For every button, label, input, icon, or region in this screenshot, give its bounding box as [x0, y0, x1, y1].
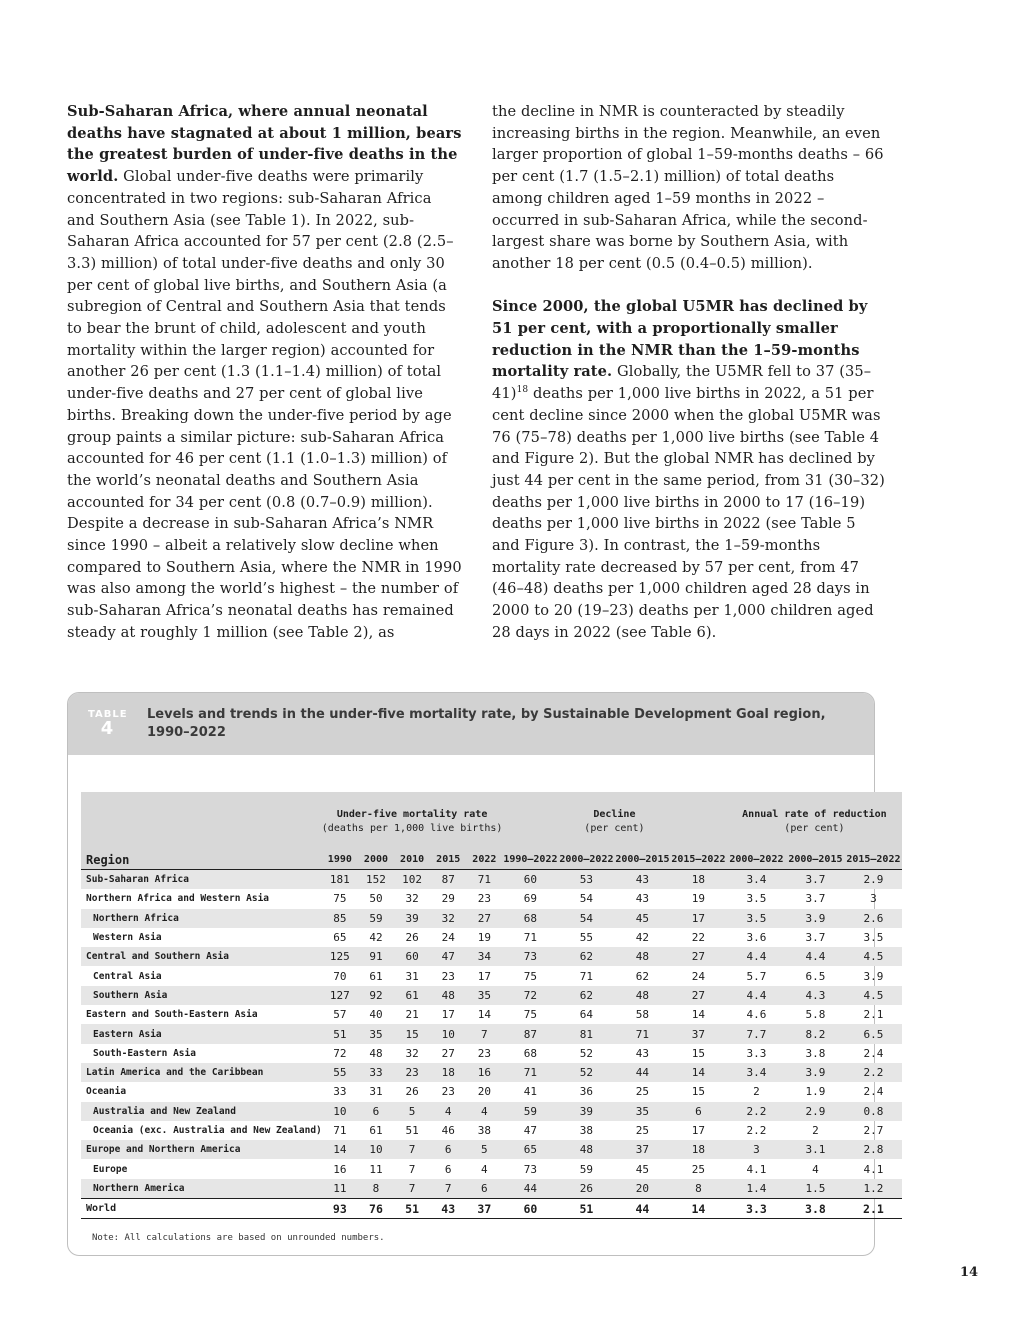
table-cell: 2.1 [844, 1199, 902, 1219]
column-header: 2010 [394, 850, 430, 870]
region-name: South-Eastern Asia [93, 1047, 196, 1059]
table-cell: 71 [614, 1024, 670, 1043]
table-cell: 2.4 [863, 1085, 884, 1099]
table-cell: 14 [477, 1008, 491, 1022]
table-cell: 4 [481, 1162, 488, 1176]
table-cell: 10 [322, 1102, 358, 1121]
table-cell: 37 [614, 1140, 670, 1159]
table-cell: 26 [405, 1085, 419, 1099]
paragraph-body: deaths per 1,000 live births in 2022, a 51 per cent decline since 2000 when the global U5MR was 76 (75–78) deaths per 1,000 live births (see Table 4 and Figure 2). But the global NMR has declined by just 44 per cent in the same period, from 31 (30–32) deaths per 1,000 live births in 2000 to 17 (16–19) deaths per 1,000 live births in 2022 (see Table 5 and Figure 3). In contrast, the 1–59-months mortality rate decreased by 57 per cent, from 47 (46–48) deaths per 1,000 children aged 28 days in 2000 to 20 (19–23) deaths per 1,000 children aged 28 days in 2022 (see Table 6). [492, 385, 885, 641]
table-cell: 2.9 [786, 1102, 844, 1121]
table-cell: 17 [691, 1124, 706, 1137]
table-cell: 87 [430, 870, 466, 890]
table-cell: 62 [558, 986, 614, 1005]
column-header: 2000 [358, 850, 394, 870]
table-cell: 23 [477, 892, 491, 906]
table-row [81, 870, 902, 890]
table-row [81, 947, 902, 966]
table-cell: 15 [394, 1024, 430, 1043]
table-cell: 73 [502, 947, 558, 966]
table-cell: 31 [405, 969, 419, 983]
table-cell: 92 [358, 986, 394, 1005]
table-row [81, 1082, 902, 1101]
table-cell: 51 [405, 1124, 419, 1137]
table-cell: 50 [369, 892, 383, 906]
table-cell: 2.2 [726, 1102, 786, 1121]
table-cell: 19 [691, 892, 706, 906]
table-cell: 2 [812, 1124, 819, 1137]
table-cell: 23 [394, 1063, 430, 1082]
table-cell: 75 [523, 1008, 538, 1022]
table-cell: 68 [502, 909, 558, 928]
table-cell: 3.7 [805, 892, 826, 906]
table-cell: 3.4 [726, 1063, 786, 1082]
table-cell: 72 [333, 1046, 347, 1060]
table-cell: 3.7 [805, 931, 826, 945]
table-cell: 3.1 [786, 1140, 844, 1159]
table-cell: 54 [579, 892, 594, 906]
region-name: World [81, 1199, 322, 1219]
table-cell: 2 [753, 1085, 760, 1099]
table-cell: 3 [870, 892, 877, 906]
table-cell: 43 [430, 1199, 466, 1219]
region-name: Central Asia [93, 970, 162, 982]
table-cell: 23 [477, 1046, 491, 1060]
column-header: 2022 [466, 850, 502, 870]
table-cell: 3.7 [786, 870, 844, 890]
table-cell: 32 [430, 909, 466, 928]
table-cell: 7 [430, 1179, 466, 1199]
table-cell: 3.3 [726, 1199, 786, 1219]
table-cell: 18 [430, 1063, 466, 1082]
table-cell: 48 [558, 1140, 614, 1159]
table-cell: 58 [635, 1008, 650, 1022]
table-cell: 35 [614, 1102, 670, 1121]
table-cell: 1.9 [805, 1085, 826, 1099]
table-cell: 5 [394, 1102, 430, 1121]
table-cell: 39 [558, 1102, 614, 1121]
table-cell: 29 [441, 892, 455, 906]
table-cell: 60 [502, 1199, 558, 1219]
table-cell: 3.5 [726, 909, 786, 928]
table-cell: 5 [466, 1140, 502, 1159]
table-cell: 11 [369, 1162, 383, 1176]
table-cell: 3.5 [863, 931, 884, 945]
table-cell: 7 [394, 1179, 430, 1199]
table-cell: 24 [441, 931, 455, 945]
table-cell: 51 [558, 1199, 614, 1219]
region-name: Sub-Saharan Africa [81, 870, 322, 890]
table-cell: 76 [358, 1199, 394, 1219]
region-name: Latin America and the Caribbean [81, 1063, 322, 1082]
table-cell: 0.8 [844, 1102, 902, 1121]
table-label-word: TABLE [88, 709, 128, 720]
table-cell: 34 [466, 947, 502, 966]
table-cell: 14 [691, 1008, 706, 1022]
region-name: Europe [93, 1163, 128, 1175]
table-cell: 37 [670, 1024, 726, 1043]
table-cell: 70 [333, 969, 347, 983]
left-text-column [67, 101, 462, 644]
table-cell: 62 [635, 969, 650, 983]
table-cell: 44 [614, 1199, 670, 1219]
table-cell: 55 [579, 931, 594, 945]
table-cell: 26 [405, 931, 419, 945]
table-cell: 1.2 [844, 1179, 902, 1199]
column-header: 1990 [322, 850, 358, 870]
table-row [81, 1005, 902, 1024]
table-row [81, 1179, 902, 1199]
table-cell: 21 [405, 1008, 419, 1022]
table-cell: 46 [441, 1124, 455, 1137]
column-header: 2000–2022 [726, 850, 786, 870]
paragraph-lead: Since 2000, the global U5MR has declined by 51 per cent, with a proportionally smaller reduction in the NMR than the 1–59-months mortality rate. [492, 298, 868, 381]
table-cell: 3.6 [746, 931, 767, 945]
table-cell: 152 [358, 870, 394, 890]
table-cell: 75 [333, 892, 347, 906]
table-cell: 1.4 [726, 1179, 786, 1199]
table-cell: 23 [441, 1085, 455, 1099]
region-name: Northern Africa [81, 909, 322, 928]
table-cell: 36 [579, 1085, 594, 1099]
table-cell: 51 [394, 1199, 430, 1219]
table-row [81, 889, 902, 908]
table-cell: 45 [635, 1162, 650, 1176]
table-cell: 4.4 [726, 947, 786, 966]
table-cell: 4.1 [746, 1162, 767, 1176]
table-cell: 27 [441, 1046, 455, 1060]
table-cell: 2.2 [844, 1063, 902, 1082]
table-cell: 51 [322, 1024, 358, 1043]
table-cell: 61 [369, 1124, 383, 1137]
table-cell: 27 [670, 986, 726, 1005]
table-cell: 43 [614, 870, 670, 890]
table-row [81, 1121, 902, 1140]
table-row [81, 1140, 902, 1159]
table-note: Note: All calculations are based on unrounded numbers. [92, 1233, 385, 1243]
table-cell: 2.9 [844, 870, 902, 890]
region-name: Australia and New Zealand [81, 1102, 322, 1121]
table-row [81, 1063, 902, 1082]
table-cell: 91 [358, 947, 394, 966]
table-cell: 71 [466, 870, 502, 890]
table-cell: 43 [635, 1046, 650, 1060]
table-cell: 61 [369, 969, 383, 983]
table-cell: 59 [358, 909, 394, 928]
table-cell: 7.7 [726, 1024, 786, 1043]
table-cell: 25 [635, 1085, 650, 1099]
table-cell: 43 [635, 892, 650, 906]
region-name: Oceania [86, 1086, 127, 1098]
table-cell: 71 [579, 969, 594, 983]
table-cell: 4.1 [863, 1162, 884, 1176]
region-name: Europe and Northern America [81, 1140, 322, 1159]
table-cell: 125 [322, 947, 358, 966]
table-cell: 17 [670, 909, 726, 928]
table-cell: 41 [523, 1085, 538, 1099]
table-cell: 4 [430, 1102, 466, 1121]
table-cell: 2.6 [844, 909, 902, 928]
table-cell: 60 [502, 870, 558, 890]
table-cell: 35 [466, 986, 502, 1005]
table-cell: 4 [466, 1102, 502, 1121]
table-cell: 22 [691, 931, 706, 945]
table-cell: 27 [466, 909, 502, 928]
table-cell: 71 [523, 931, 538, 945]
table-cell: 47 [430, 947, 466, 966]
table-cell: 4.4 [786, 947, 844, 966]
table-cell: 65 [502, 1140, 558, 1159]
footnote-reference[interactable]: 18 [516, 385, 529, 396]
table-cell: 73 [523, 1162, 538, 1176]
group-header-decline: Decline (per cent) [502, 792, 726, 850]
table-cell: 6.5 [844, 1024, 902, 1043]
table-cell: 38 [477, 1124, 491, 1137]
column-header: 2015 [430, 850, 466, 870]
table-row [81, 966, 902, 985]
table-cell: 11 [322, 1179, 358, 1199]
table-cell: 102 [394, 870, 430, 890]
table-title: Levels and trends in the under-five mortality rate, by Sustainable Development Goal region, 1990–2022 [147, 707, 826, 740]
table-cell: 4.4 [726, 986, 786, 1005]
table-cell: 31 [369, 1085, 383, 1099]
table-cell: 61 [394, 986, 430, 1005]
table-label-number: 4 [100, 718, 114, 739]
table-group-header-row [81, 792, 902, 850]
table-cell: 54 [558, 909, 614, 928]
table-cell: 6 [466, 1179, 502, 1199]
table-cell: 14 [322, 1140, 358, 1159]
table-cell: 3.8 [786, 1199, 844, 1219]
table-cell: 39 [394, 909, 430, 928]
column-header: 1990–2022 [502, 850, 558, 870]
table-cell: 35 [358, 1024, 394, 1043]
table-cell: 15 [691, 1046, 706, 1060]
column-header: 2015–2022 [844, 850, 902, 870]
table-cell: 25 [635, 1124, 650, 1137]
table-cell: 6 [670, 1102, 726, 1121]
table-label [88, 709, 126, 738]
table-cell: 14 [670, 1063, 726, 1082]
table-cell: 2.7 [863, 1124, 884, 1137]
column-header-region: Region [81, 850, 322, 870]
table-cell: 44 [614, 1063, 670, 1082]
table-cell: 20 [477, 1085, 491, 1099]
table-row [81, 928, 902, 947]
table-row [81, 986, 902, 1005]
table-cell: 2.1 [863, 1008, 884, 1022]
table-cell: 3.5 [746, 892, 767, 906]
table-cell: 57 [333, 1008, 347, 1022]
table-cell: 52 [579, 1046, 594, 1060]
table-cell: 45 [614, 909, 670, 928]
table-cell: 44 [502, 1179, 558, 1199]
table-cell: 32 [405, 892, 419, 906]
table-cell: 38 [579, 1124, 594, 1137]
group-header-arr: Annual rate of reduction (per cent) [726, 792, 902, 850]
region-name: Southern Asia [81, 986, 322, 1005]
table-cell: 18 [670, 870, 726, 890]
table-row [81, 1044, 902, 1063]
table-cell: 27 [670, 947, 726, 966]
table-cell: 1.5 [786, 1179, 844, 1199]
column-header: 2000–2022 [558, 850, 614, 870]
table-cell: 3.9 [786, 909, 844, 928]
table-cell: 33 [358, 1063, 394, 1082]
table-header-band [68, 693, 874, 755]
table-cell: 48 [430, 986, 466, 1005]
region-name: Oceania (exc. Australia and New Zealand) [93, 1125, 322, 1136]
right-text-column [492, 101, 887, 644]
table-cell: 47 [523, 1124, 538, 1137]
region-name: Northern Africa and Western Asia [86, 893, 270, 905]
table-cell: 5.7 [746, 969, 767, 983]
table-cell: 17 [441, 1008, 455, 1022]
table-cell: 25 [691, 1162, 706, 1176]
table-cell: 4 [812, 1162, 819, 1176]
table-cell: 6.5 [805, 969, 826, 983]
header-blank [81, 792, 322, 850]
table-cell: 59 [502, 1102, 558, 1121]
table-cell: 20 [614, 1179, 670, 1199]
table-cell: 55 [322, 1063, 358, 1082]
table-cell: 17 [477, 969, 491, 983]
table-cell: 8.2 [786, 1024, 844, 1043]
table-cell: 69 [523, 892, 538, 906]
table-cell: 3 [726, 1140, 786, 1159]
region-name: Northern America [81, 1179, 322, 1199]
table-cell: 3.3 [746, 1046, 767, 1060]
paragraph-lead: Sub-Saharan Africa, where annual neonatal deaths have stagnated at about 1 million, bears the greatest burden of under-five deaths in the world. [67, 103, 462, 186]
table-cell: 10 [358, 1140, 394, 1159]
table-cell: 33 [333, 1085, 347, 1099]
table-cell: 85 [322, 909, 358, 928]
table-cell: 71 [502, 1063, 558, 1082]
column-header: 2000–2015 [786, 850, 844, 870]
table-cell: 81 [558, 1024, 614, 1043]
table-cell: 18 [670, 1140, 726, 1159]
table-cell: 127 [322, 986, 358, 1005]
table-cell: 7 [466, 1024, 502, 1043]
table-row [81, 1102, 902, 1121]
paragraph [492, 296, 887, 643]
data-table [81, 792, 902, 1219]
table-cell: 4.5 [844, 947, 902, 966]
table-cell: 87 [502, 1024, 558, 1043]
table-row-world [81, 1199, 902, 1219]
table-cell: 8 [358, 1179, 394, 1199]
table-cell: 6 [430, 1140, 466, 1159]
column-header: 2015–2022 [670, 850, 726, 870]
region-name: Western Asia [93, 932, 162, 944]
table-cell: 59 [579, 1162, 594, 1176]
table-cell: 2.8 [844, 1140, 902, 1159]
table-cell: 2.2 [746, 1124, 767, 1137]
table-cell: 42 [635, 931, 650, 945]
paragraph-body: Globally, the U5MR fell to 37 (35–41) [492, 363, 872, 403]
table-cell: 16 [333, 1162, 347, 1176]
table-cell: 3.9 [863, 969, 884, 983]
page-number: 14 [960, 1265, 979, 1280]
table-cell: 16 [466, 1063, 502, 1082]
region-name: Eastern and South-Eastern Asia [86, 1009, 258, 1021]
table-cell: 53 [558, 870, 614, 890]
table-cell: 64 [579, 1008, 594, 1022]
table-cell: 23 [441, 969, 455, 983]
table-cell: 4.3 [786, 986, 844, 1005]
table-cell: 26 [558, 1179, 614, 1199]
table-cell: 4.5 [844, 986, 902, 1005]
region-name: Eastern Asia [81, 1024, 322, 1043]
table-cell: 6 [444, 1162, 452, 1176]
paragraph [67, 101, 462, 644]
table-cell: 3.8 [805, 1046, 826, 1060]
table-cell: 37 [466, 1199, 502, 1219]
table-cell: 4.6 [746, 1008, 767, 1022]
group-header-u5mr: Under-five mortality rate (deaths per 1,000 live births) [322, 792, 503, 850]
table-cell: 5.8 [805, 1008, 826, 1022]
table-cell: 48 [614, 947, 670, 966]
table-cell: 42 [369, 931, 383, 945]
table-cell: 60 [394, 947, 430, 966]
paragraph-body: Global under-five deaths were primarily concentrated in two regions: sub-Saharan Africa and Southern Asia (see Table 1). In 2022, sub-Saharan Africa accounted for 57 per cent (2.8 (2.5–3.3) million) of total under-five deaths and only 30 per cent of global live births, and Southern Asia (a subregion of Central and Southern Asia that tends to bear the brunt of child, adolescent and youth mortality within the larger region) accounted for another 26 per cent (1.3 (1.1–1.4) million) of total under-five deaths and 27 per cent of global live births. Breaking down the under-five period by age group paints a similar picture: sub-Saharan Africa accounted for 46 per cent (1.1 (1.0–1.3) million) of the world’s neonatal deaths and Southern Asia accounted for 34 per cent (0.8 (0.7–0.9) million). Despite a decrease in sub-Saharan Africa’s NMR since 1990 – albeit a relatively slow decline when compared to Southern Asia, where the NMR in 1990 was also among the world’s highest – the number of sub-Saharan Africa’s neonatal deaths has remained steady at roughly 1 million (see Table 2), as [67, 168, 462, 641]
table-cell: 65 [333, 931, 347, 945]
table-row [81, 1159, 902, 1178]
table-cell: 48 [369, 1046, 383, 1060]
table-cell: 2.4 [863, 1046, 884, 1060]
table-cell: 68 [523, 1046, 538, 1060]
table-cell: 15 [691, 1085, 706, 1099]
column-header: 2000–2015 [614, 850, 670, 870]
table-cell: 8 [670, 1179, 726, 1199]
table-cell: 48 [614, 986, 670, 1005]
table-cell: 7 [394, 1140, 430, 1159]
table-cell: 10 [430, 1024, 466, 1043]
table-cell: 24 [691, 969, 706, 983]
table-cell: 71 [333, 1124, 347, 1137]
region-name: Central and Southern Asia [81, 947, 322, 966]
table-cell: 32 [405, 1046, 419, 1060]
table-cell: 14 [670, 1199, 726, 1219]
table-cell: 93 [322, 1199, 358, 1219]
table-cell: 7 [408, 1162, 416, 1176]
table-cell: 40 [369, 1008, 383, 1022]
table-cell: 72 [502, 986, 558, 1005]
table-cell: 6 [358, 1102, 394, 1121]
table-column-header-row [81, 850, 902, 870]
table-cell: 62 [558, 947, 614, 966]
table-cell: 19 [477, 931, 491, 945]
table-cell: 52 [558, 1063, 614, 1082]
table-cell: 181 [322, 870, 358, 890]
table-row [81, 1024, 902, 1043]
table-cell: 75 [523, 969, 538, 983]
table-cell: 3.4 [726, 870, 786, 890]
paragraph: the decline in NMR is counteracted by steadily increasing births in the region. Meanwhile, an even larger proportion of global 1–59-months deaths – 66 per cent (1.7 (1.5–2.1) million) of total deaths among children aged 1–59 months in 2022 – occurred in sub-Saharan Africa, while the second-largest share was borne by Southern Asia, with another 18 per cent (0.5 (0.4–0.5) million). [492, 103, 884, 272]
table-row [81, 909, 902, 928]
table-cell: 3.9 [786, 1063, 844, 1082]
